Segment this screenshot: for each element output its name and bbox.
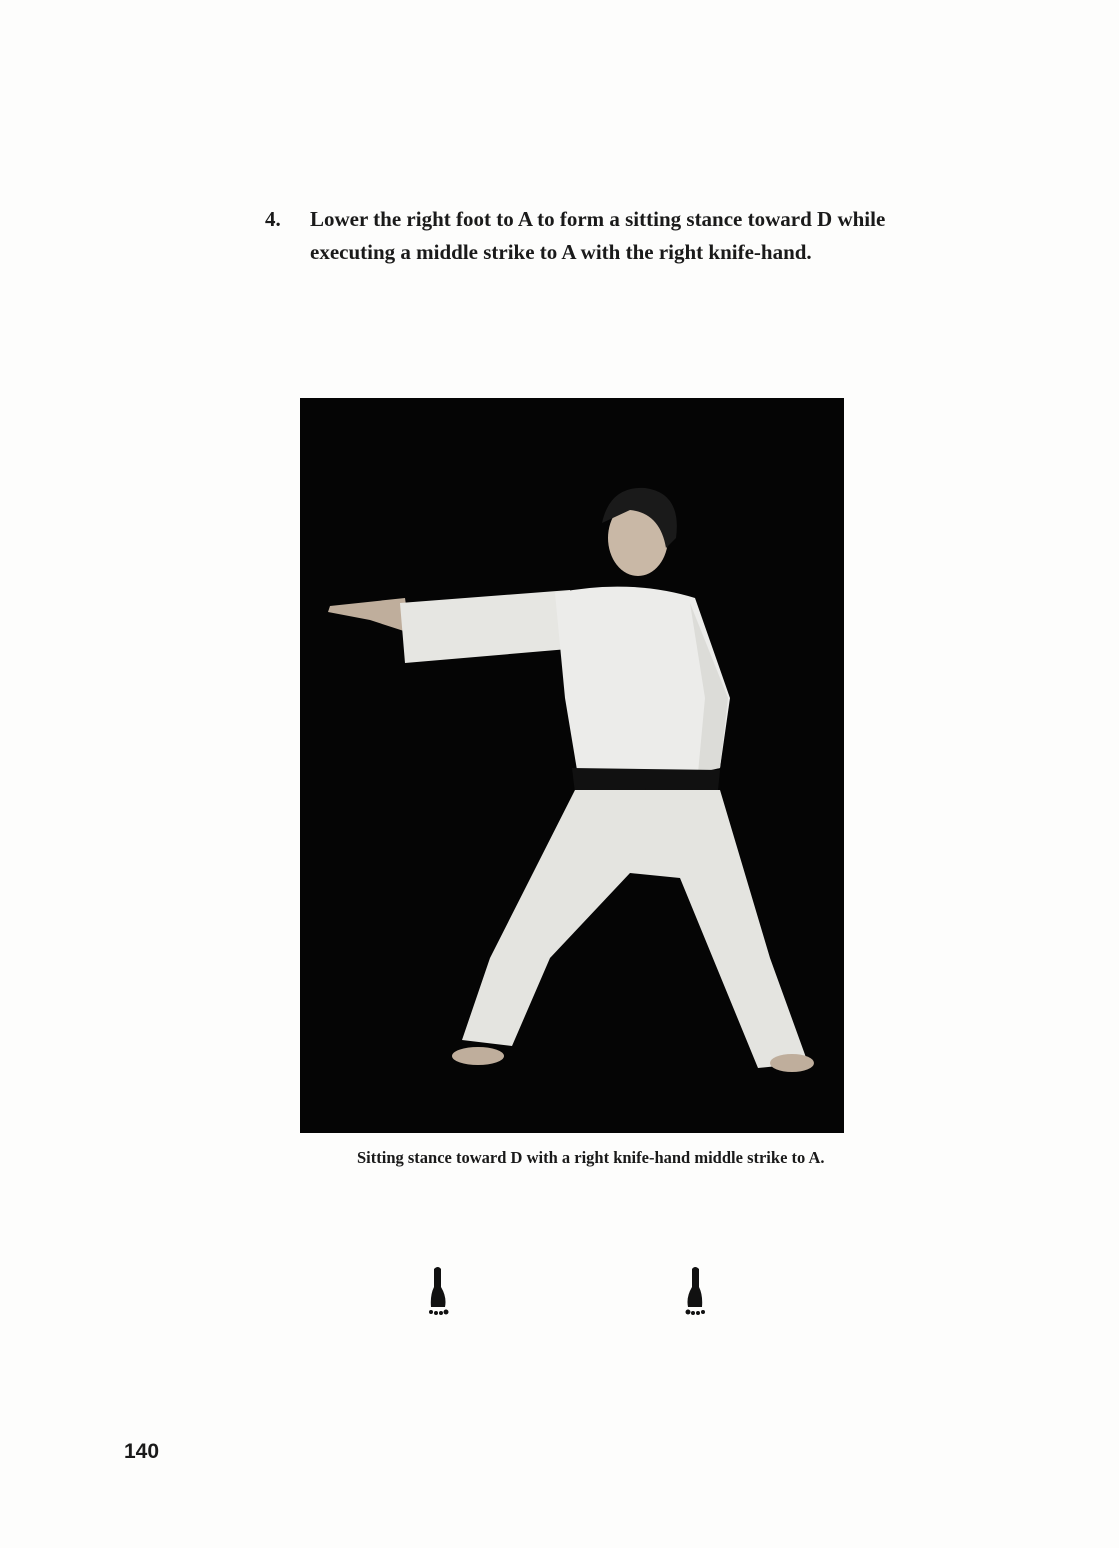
step-text: Lower the right foot to A to form a sitting stance toward D while executing a middle strike to A with the right knife-hand. (310, 207, 886, 264)
page-number: 140 (124, 1440, 160, 1463)
step-number: 4. (265, 207, 281, 231)
right-footprint-icon (684, 1265, 706, 1317)
martial-artist-figure (300, 398, 844, 1133)
stance-photo (300, 398, 844, 1133)
left-footprint-icon (427, 1265, 449, 1317)
photo-caption: Sitting stance toward D with a right knife-hand middle strike to A. (357, 1148, 825, 1167)
